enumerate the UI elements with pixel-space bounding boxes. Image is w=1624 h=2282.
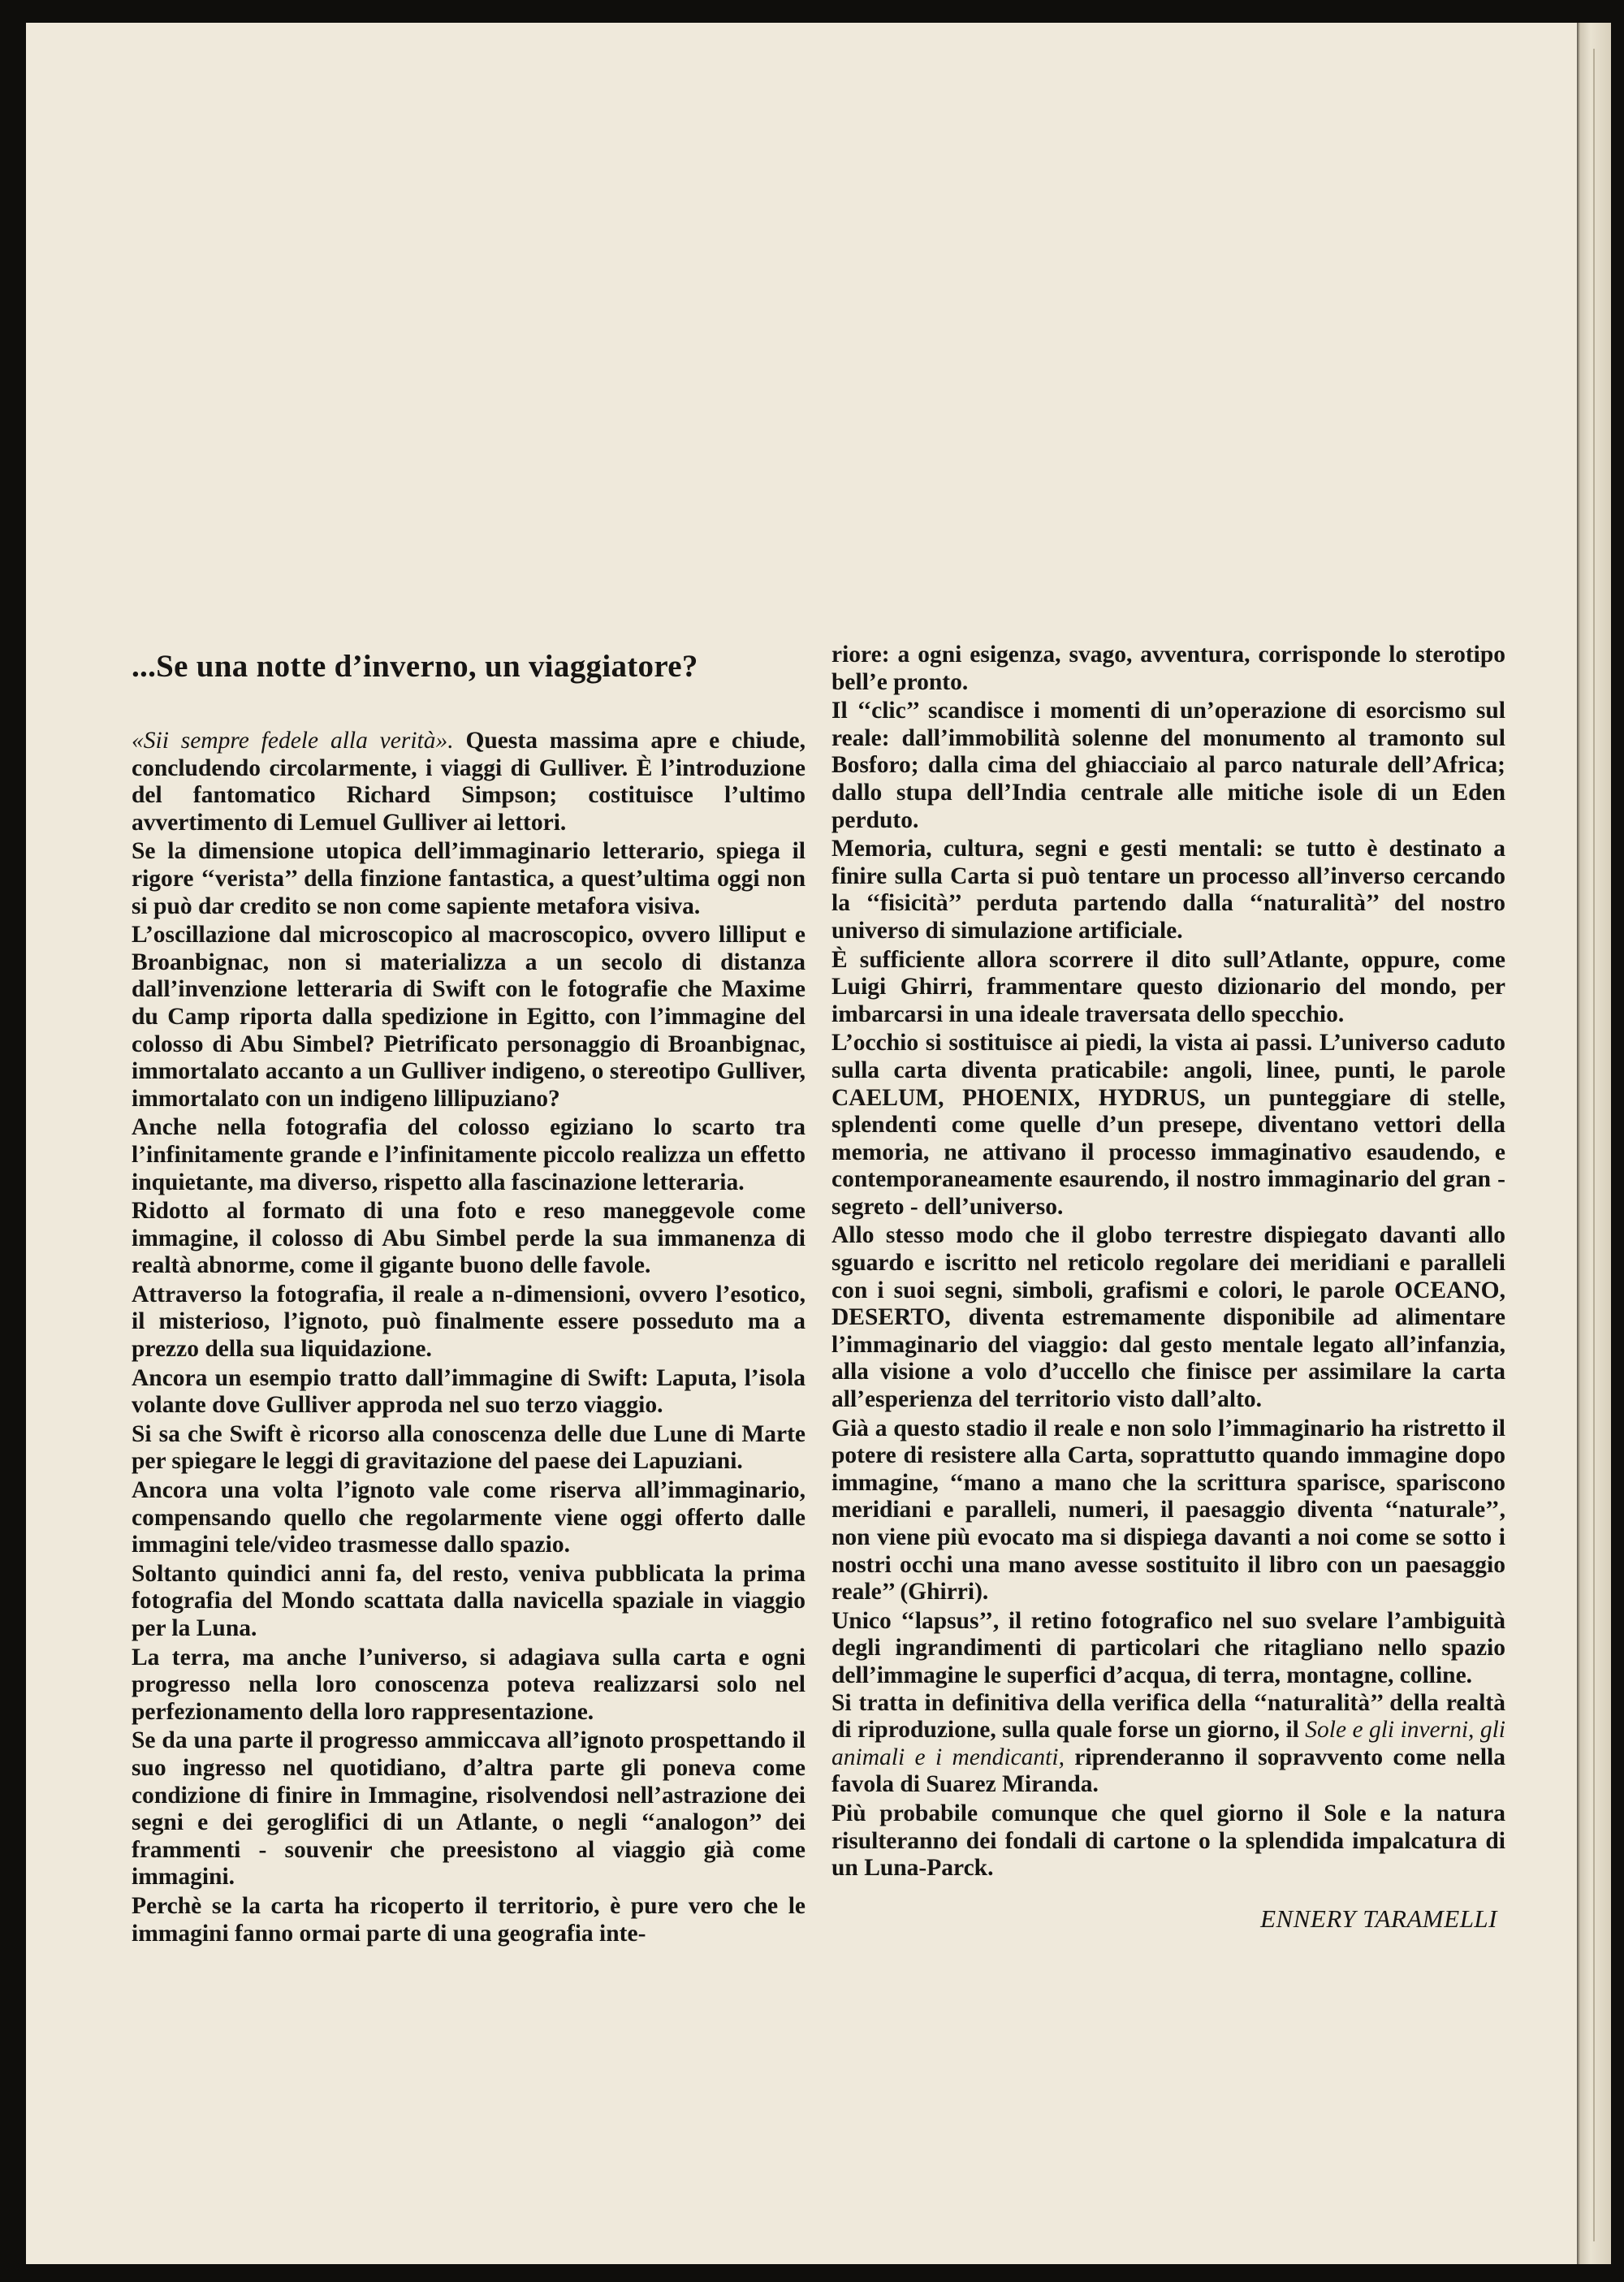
paragraph: Anche nella fotografia del colosso egiziano lo scarto tra l’infinitamente grande e l’infinitamente piccolo realizza un effetto inquietante, ma diverso, rispetto alla fascinazione letteraria. [132,1114,806,1195]
paragraph: Già a questo stadio il reale e non solo l’immaginario ha ristretto il potere di resistere alla Carta, soprattutto quando immagine dopo immagine, ‘‘mano a mano che la scrittura sparisce, spariscono meridiani e paralleli, numeri, il paesaggio diventa ‘‘naturale’’, non viene più evocato ma si dispiega davanti a noi come se sotto i nostri occhi una mano avesse sostituito il libro con un paesaggio reale’’ (Ghirri). [831,1415,1505,1606]
paragraph: L’oscillazione dal microscopico al macroscopico, ovvero lilliput e Broanbignac, non si materializza a un secolo di distanza dall’invenzione letteraria di Swift con le fotografie che Maxime du Camp riporta dalla spedizione in Egitto, con l’immagine del colosso di Abu Simbel? Pietrificato personaggio di Broanbignac, immortalato accanto a un Gulliver indigeno, o stereotipo Gulliver, immortalato con un indigeno lillipuziano? [132,922,806,1112]
paragraph: L’occhio si sostituisce ai piedi, la vista ai passi. L’universo caduto sulla carta diventa praticabile: angoli, linee, punti, le parole CAELUM, PHOENIX, HYDRUS, un punteggiare di stelle, splendenti come quelle d’un presepe, diventano vettori della memoria, ne attivano il processo immaginativo esaudendo, e contemporaneamente esaurendo, il nostro immaginario del gran - segreto - dell’universo. [831,1030,1505,1220]
paragraph: «Sii sempre fedele alla verità». Questa massima apre e chiude, concludendo circolarmente, i viaggi di Gulliver. È l’introduzione del fantomatico Richard Simpson; costituisce l’ultimo avvertimento di Lemuel Gulliver ai lettori. [132,728,806,836]
italic-phrase: Sole e gli inverni, gli animali e i mendicanti, [831,1717,1505,1770]
paragraph: Ancora un esempio tratto dall’immagine di Swift: Laputa, l’isola volante dove Gulliver approda nel suo terzo viaggio. [132,1364,806,1419]
paragraph: Se la dimensione utopica dell’immaginario letterario, spiega il rigore ‘‘verista’’ della finzione fantastica, a quest’ultima oggi non si può dar credito se non come sapiente metafora visiva. [132,838,806,919]
left-column-body [132,728,806,1947]
paragraph: Perchè se la carta ha ricoperto il territorio, è pure vero che le immagini fanno ormai parte di una geografia inte- [132,1892,806,1947]
paragraph: Allo stesso modo che il globo terrestre dispiegato davanti allo sguardo e iscritto nel reticolo regolare dei meridiani e paralleli con i suoi segni, simboli, grafismi e colori, le parole OCEANO, DESERTO, diventa estremamente disponibile ad alimentare l’immaginario del viaggio: dal gesto mentale legato all’infanzia, alla visione a volo d’uccello che finisce per assimilare la carta all’esperienza del territorio visto dall’alto. [831,1222,1505,1413]
paragraph: Memoria, cultura, segni e gesti mentali: se tutto è destinato a finire sulla Carta si può tentare un processo all’inverso cercando la ‘‘fisicità’’ perduta partendo dalla ‘‘naturalità’’ del nostro universo di simulazione artificiale. [831,836,1505,944]
paragraph: Più probabile comunque che quel giorno il Sole e la natura risulteranno dei fondali di cartone o la splendida impalcatura di un Luna-Parck. [831,1800,1505,1882]
right-column [831,642,1505,1932]
paragraph: Si sa che Swift è ricorso alla conoscenza delle due Lune di Marte per spiegare le leggi di gravitazione del paese dei Lapuziani. [132,1420,806,1475]
paragraph: La terra, ma anche l’universo, si adagiava sulla carta e ogni progresso nella loro conoscenza poteva realizzarsi solo nel perfezionamento della loro rappresentazione. [132,1644,806,1725]
paragraph: Attraverso la fotografia, il reale a n-dimensioni, ovvero l’esotico, il misterioso, l’ignoto, può finalmente essere posseduto ma a prezzo della sua liquidazione. [132,1281,806,1363]
right-column-body [831,642,1505,1690]
paragraph: Ridotto al formato di una foto e reso maneggevole come immagine, il colosso di Abu Simbel perde la sua immanenza di realtà abnorme, come il gigante buono delle favole. [132,1198,806,1279]
paragraph: riore: a ogni esigenza, svago, avventura, corrisponde lo sterotipo bell’e pronto. [831,642,1505,695]
paragraph: Soltanto quindici anni fa, del resto, veniva pubblicata la prima fotografia del Mondo scattata dalla navicella spaziale in viaggio per la Luna. [132,1560,806,1641]
paragraph: Ancora una volta l’ignoto vale come riserva all’immaginario, compensando quello che regolarmente viene oggi offerto dalle immagini tele/video trasmesse dallo spazio. [132,1477,806,1558]
paragraph: Unico ‘‘lapsus’’, il retino fotografico nel suo svelare l’ambiguità degli ingrandimenti di particolari che ritagliano nello spazio dell’immagine le superfici d’acqua, di terra, montagne, colline. [831,1607,1505,1688]
article-title: ...Se una notte d’inverno, un viaggiatore? [132,649,698,684]
author-signature: ENNERY TARAMELLI [1260,1904,1497,1933]
fold-crease [1593,49,1595,2241]
paragraph: Se da una parte il progresso ammiccava all’ignoto prospettando il suo ingresso nel quotidiano, d’altra parte gli poneva come condizione di finire in Immagine, risolvendosi nell’astrazione dei segni e dei geroglifici di un Atlante, o negli ‘‘analogon’’ dei frammenti - souvenir che preesistono al viaggio già come immagini. [132,1727,806,1891]
paper-page [26,23,1577,2264]
paragraph: Il ‘‘clic’’ scandisce i momenti di un’operazione di esorcismo sul reale: dall’immobilità solenne del monumento al tramonto sul Bosforo; dalla cima del ghiacciaio al parco naturale dell’Africa; dallo stupa dell’India centrale alle mitiche isole di un Eden perduto. [831,698,1505,833]
paragraph: È sufficiente allora scorrere il dito sull’Atlante, oppure, come Luigi Ghirri, frammentare questo dizionario del mondo, per imbarcarsi in una ideale traversata dello specchio. [831,946,1505,1027]
italic-quote: «Sii sempre fedele alla verità». [132,728,454,754]
left-column [132,648,806,1947]
paragraph: Si tratta in definitiva della verifica della ‘‘naturalità’’ della realtà di riproduzione, sulla quale forse un giorno, il Sole e gli inverni, gli animali e i mendicanti, riprenderanno il sopravvento come nella favola di Suarez Miranda. [831,1689,1505,1798]
